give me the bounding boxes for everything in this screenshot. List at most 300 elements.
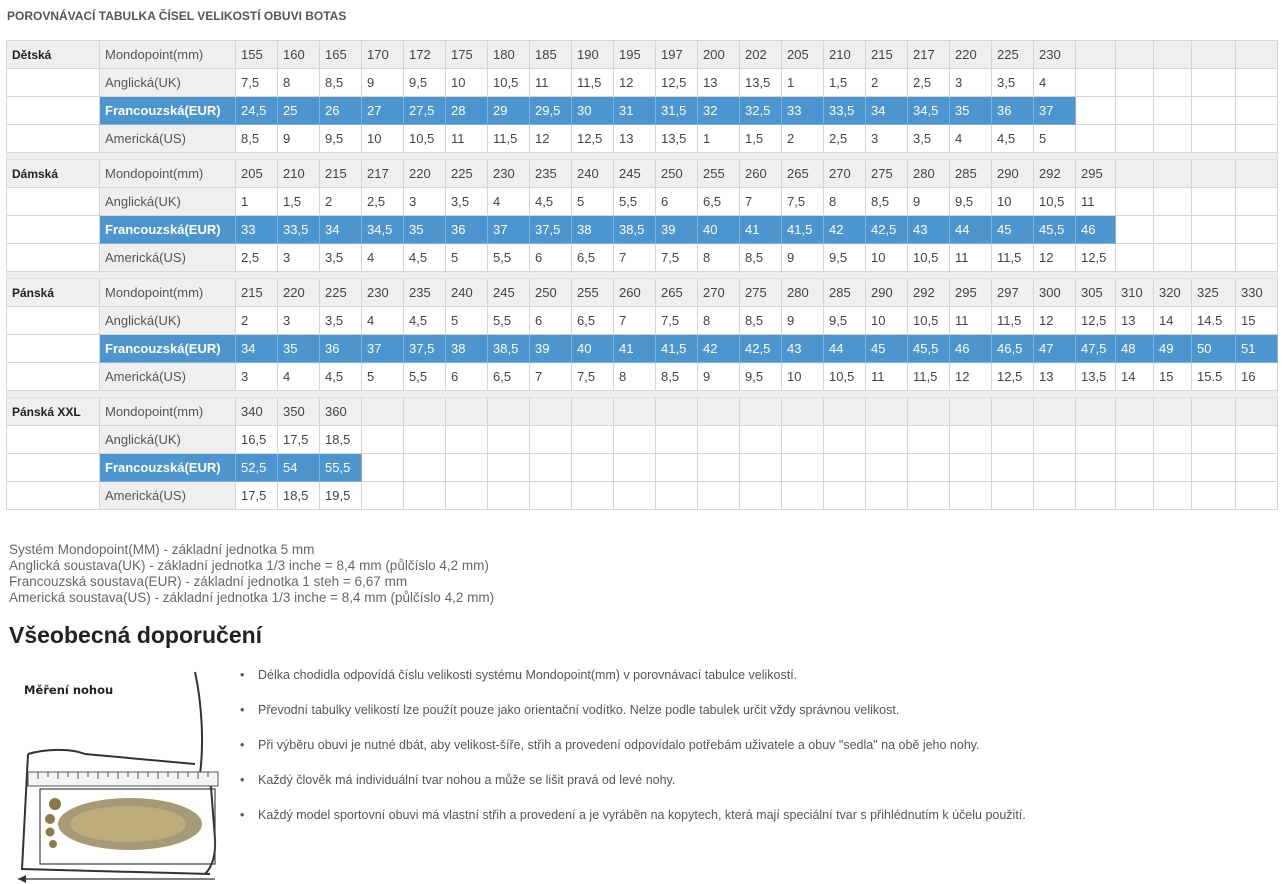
size-cell: 230 — [1034, 41, 1076, 69]
size-cell — [698, 398, 740, 426]
size-cell — [1116, 188, 1154, 216]
size-cell: 52,5 — [236, 454, 278, 482]
size-cell — [992, 426, 1034, 454]
category-cell — [7, 307, 100, 335]
size-cell: 11,5 — [992, 307, 1034, 335]
size-cell: 245 — [488, 279, 530, 307]
size-cell: 15 — [1236, 307, 1278, 335]
size-cell — [1236, 69, 1278, 97]
size-cell — [656, 482, 698, 510]
size-cell — [1076, 454, 1116, 482]
size-cell — [1192, 454, 1236, 482]
table-row-uk — [7, 307, 1278, 335]
size-cell: 230 — [362, 279, 404, 307]
size-cell: 5 — [446, 244, 488, 272]
size-cell — [866, 426, 908, 454]
size-cell: 46,5 — [992, 335, 1034, 363]
size-cell: 37 — [1034, 97, 1076, 125]
row-label: Francouzská(EUR) — [100, 335, 236, 363]
row-label: Francouzská(EUR) — [100, 216, 236, 244]
size-cell: 8 — [824, 188, 866, 216]
size-cell: 41 — [740, 216, 782, 244]
size-cell: 8 — [278, 69, 320, 97]
size-cell: 9,5 — [824, 244, 866, 272]
size-cell — [446, 482, 488, 510]
size-cell: 8,5 — [656, 363, 698, 391]
size-cell: 14 — [1154, 307, 1192, 335]
note-uk: Anglická soustava(UK) - základní jednotka 1/3 inche = 8,4 mm (půlčíslo 4,2 mm) — [9, 558, 489, 573]
size-cell: 2 — [236, 307, 278, 335]
list-item: • Při výběru obuvi je nutné dbát, aby velikost-šíře, střih a provedení odpovídalo potřebám uživatele a obuv "sedla" na obě jeho nohy. — [238, 738, 1026, 773]
size-cell — [866, 398, 908, 426]
size-cell: 9,5 — [740, 363, 782, 391]
size-cell: 41,5 — [782, 216, 824, 244]
size-cell — [446, 398, 488, 426]
size-cell: 9 — [698, 363, 740, 391]
size-cell — [1154, 188, 1192, 216]
row-label: Anglická(UK) — [100, 426, 236, 454]
size-cell — [614, 426, 656, 454]
size-cell: 47,5 — [1076, 335, 1116, 363]
size-cell: 5,5 — [404, 363, 446, 391]
size-cell: 40 — [572, 335, 614, 363]
size-cell — [1154, 454, 1192, 482]
size-cell: 29 — [488, 97, 530, 125]
size-cell: 11 — [446, 125, 488, 153]
size-cell — [1116, 216, 1154, 244]
size-cell — [992, 454, 1034, 482]
row-label: Mondopoint(mm) — [100, 279, 236, 307]
size-cell: 39 — [530, 335, 572, 363]
recommendations-list — [238, 668, 1026, 843]
size-cell: 6 — [530, 244, 572, 272]
size-cell: 2,5 — [362, 188, 404, 216]
size-cell: 46 — [1076, 216, 1116, 244]
size-cell: 50 — [1192, 335, 1236, 363]
size-cell: 13 — [1034, 363, 1076, 391]
size-cell: 2 — [320, 188, 362, 216]
size-cell — [488, 398, 530, 426]
size-cell: 5 — [1034, 125, 1076, 153]
size-cell — [698, 454, 740, 482]
size-cell: 14 — [1116, 363, 1154, 391]
size-cell: 41 — [614, 335, 656, 363]
size-cell — [1236, 160, 1278, 188]
size-cell: 292 — [908, 279, 950, 307]
size-cell: 8 — [698, 244, 740, 272]
size-cell: 9 — [782, 244, 824, 272]
size-cell: 10 — [866, 244, 908, 272]
size-cell — [1076, 398, 1116, 426]
size-cell — [1034, 454, 1076, 482]
size-cell: 34 — [236, 335, 278, 363]
size-cell — [572, 398, 614, 426]
size-cell: 255 — [698, 160, 740, 188]
size-cell — [572, 426, 614, 454]
size-cell — [1192, 426, 1236, 454]
size-cell: 4,5 — [404, 307, 446, 335]
size-cell: 4,5 — [530, 188, 572, 216]
size-cell: 42,5 — [740, 335, 782, 363]
size-cell: 265 — [656, 279, 698, 307]
size-cell: 11,5 — [572, 69, 614, 97]
size-cell — [404, 398, 446, 426]
size-cell: 2 — [866, 69, 908, 97]
size-cell: 49 — [1154, 335, 1192, 363]
size-cell: 1,5 — [740, 125, 782, 153]
size-cell: 17,5 — [236, 482, 278, 510]
size-cell: 3 — [236, 363, 278, 391]
table-row-mondopoint — [7, 279, 1278, 307]
size-cell: 45 — [992, 216, 1034, 244]
size-cell: 16,5 — [236, 426, 278, 454]
size-cell: 10,5 — [908, 307, 950, 335]
size-cell — [1236, 97, 1278, 125]
size-cell: 280 — [908, 160, 950, 188]
size-cell: 4,5 — [404, 244, 446, 272]
size-cell: 43 — [782, 335, 824, 363]
size-cell — [1236, 41, 1278, 69]
table-row-eur — [7, 216, 1278, 244]
category-cell: Dětská — [7, 41, 100, 69]
size-cell: 7 — [740, 188, 782, 216]
table-row-uk — [7, 188, 1278, 216]
size-cell: 5,5 — [488, 244, 530, 272]
size-cell: 205 — [782, 41, 824, 69]
size-cell: 38 — [446, 335, 488, 363]
size-cell: 6 — [446, 363, 488, 391]
size-cell: 13,5 — [740, 69, 782, 97]
table-row-us — [7, 244, 1278, 272]
size-cell: 47 — [1034, 335, 1076, 363]
size-cell: 30 — [572, 97, 614, 125]
size-cell: 280 — [782, 279, 824, 307]
size-cell: 5 — [446, 307, 488, 335]
size-cell: 255 — [572, 279, 614, 307]
size-cell: 10,5 — [824, 363, 866, 391]
size-cell — [824, 426, 866, 454]
size-cell: 8,5 — [320, 69, 362, 97]
size-cell: 265 — [782, 160, 824, 188]
size-cell: 1 — [782, 69, 824, 97]
size-cell: 202 — [740, 41, 782, 69]
category-cell: Dámská — [7, 160, 100, 188]
page-title: POROVNÁVACÍ TABULKA ČÍSEL VELIKOSTÍ OBUVI BOTAS — [7, 9, 347, 23]
size-cell: 3,5 — [992, 69, 1034, 97]
size-cell: 33 — [236, 216, 278, 244]
size-cell: 330 — [1236, 279, 1278, 307]
size-cell: 15 — [1154, 363, 1192, 391]
size-cell — [656, 454, 698, 482]
size-cell — [1154, 216, 1192, 244]
size-cell — [908, 482, 950, 510]
size-cell: 6,5 — [572, 244, 614, 272]
size-cell: 9,5 — [404, 69, 446, 97]
size-cell: 13 — [698, 69, 740, 97]
size-cell: 7 — [614, 244, 656, 272]
size-cell: 270 — [698, 279, 740, 307]
size-cell: 13 — [614, 125, 656, 153]
size-cell — [782, 398, 824, 426]
size-cell — [1236, 426, 1278, 454]
size-cell: 4,5 — [320, 363, 362, 391]
size-cell — [1192, 482, 1236, 510]
category-cell — [7, 335, 100, 363]
size-cell: 32 — [698, 97, 740, 125]
size-cell: 3,5 — [320, 244, 362, 272]
size-cell: 24,5 — [236, 97, 278, 125]
size-cell: 4 — [362, 244, 404, 272]
size-cell: 42 — [698, 335, 740, 363]
size-cell — [656, 426, 698, 454]
size-cell — [908, 398, 950, 426]
size-cell: 170 — [362, 41, 404, 69]
row-label: Anglická(UK) — [100, 307, 236, 335]
row-label: Americká(US) — [100, 244, 236, 272]
illustration-label: Měření nohou — [24, 683, 114, 697]
table-row-eur — [7, 454, 1278, 482]
size-cell: 3 — [278, 244, 320, 272]
size-cell — [866, 454, 908, 482]
size-cell: 225 — [992, 41, 1034, 69]
size-cell — [1116, 426, 1154, 454]
size-cell: 250 — [656, 160, 698, 188]
size-cell: 225 — [320, 279, 362, 307]
size-cell — [1236, 244, 1278, 272]
size-cell: 210 — [278, 160, 320, 188]
size-cell — [1076, 125, 1116, 153]
size-cell: 6,5 — [488, 363, 530, 391]
size-cell: 325 — [1192, 279, 1236, 307]
size-cell: 1 — [698, 125, 740, 153]
size-cell — [1236, 454, 1278, 482]
size-cell: 215 — [866, 41, 908, 69]
size-cell: 7,5 — [236, 69, 278, 97]
size-cell: 220 — [950, 41, 992, 69]
size-cell: 6,5 — [698, 188, 740, 216]
size-cell — [1192, 244, 1236, 272]
size-cell: 310 — [1116, 279, 1154, 307]
note-eur: Francouzská soustava(EUR) - základní jednotka 1 steh = 6,67 mm — [9, 574, 408, 589]
size-cell: 4 — [1034, 69, 1076, 97]
size-cell — [1236, 188, 1278, 216]
size-cell: 230 — [488, 160, 530, 188]
size-cell — [614, 454, 656, 482]
size-cell: 285 — [824, 279, 866, 307]
size-cell: 180 — [488, 41, 530, 69]
size-cell: 51 — [1236, 335, 1278, 363]
size-cell — [782, 454, 824, 482]
size-cell — [824, 482, 866, 510]
size-cell: 2,5 — [236, 244, 278, 272]
size-cell: 295 — [950, 279, 992, 307]
size-cell: 15.5 — [1192, 363, 1236, 391]
size-cell: 217 — [362, 160, 404, 188]
size-cell: 197 — [656, 41, 698, 69]
size-cell: 8,5 — [866, 188, 908, 216]
size-cell: 33,5 — [824, 97, 866, 125]
size-cell: 12,5 — [656, 69, 698, 97]
size-cell: 7,5 — [572, 363, 614, 391]
size-cell: 38,5 — [614, 216, 656, 244]
size-cell — [824, 454, 866, 482]
size-cell: 27,5 — [404, 97, 446, 125]
table-row-us — [7, 125, 1278, 153]
size-cell — [404, 482, 446, 510]
size-cell: 155 — [236, 41, 278, 69]
size-cell: 41,5 — [656, 335, 698, 363]
size-cell: 225 — [446, 160, 488, 188]
size-cell: 29,5 — [530, 97, 572, 125]
table-row-mondopoint — [7, 41, 1278, 69]
size-cell: 55,5 — [320, 454, 362, 482]
size-cell: 37 — [362, 335, 404, 363]
size-cell: 36 — [992, 97, 1034, 125]
size-cell: 3 — [404, 188, 446, 216]
size-cell: 8 — [698, 307, 740, 335]
size-cell — [1034, 482, 1076, 510]
size-cell: 18,5 — [278, 482, 320, 510]
size-cell: 240 — [446, 279, 488, 307]
size-cell: 11,5 — [992, 244, 1034, 272]
row-label: Americká(US) — [100, 125, 236, 153]
size-cell: 5,5 — [488, 307, 530, 335]
size-cell: 8,5 — [236, 125, 278, 153]
recommendations-heading: Všeobecná doporučení — [9, 622, 263, 648]
size-cell — [740, 398, 782, 426]
size-cell: 9,5 — [320, 125, 362, 153]
section-separator — [7, 153, 1278, 160]
size-cell: 13 — [1116, 307, 1154, 335]
size-cell — [1154, 398, 1192, 426]
size-cell: 35 — [950, 97, 992, 125]
size-cell: 31 — [614, 97, 656, 125]
size-cell: 4 — [362, 307, 404, 335]
section-separator — [7, 391, 1278, 398]
size-cell: 195 — [614, 41, 656, 69]
size-cell — [698, 482, 740, 510]
table-row-eur — [7, 97, 1278, 125]
size-cell: 10 — [446, 69, 488, 97]
category-cell — [7, 482, 100, 510]
size-cell — [1154, 69, 1192, 97]
size-cell — [1116, 69, 1154, 97]
size-cell — [782, 482, 824, 510]
size-cell: 210 — [824, 41, 866, 69]
size-cell: 18,5 — [320, 426, 362, 454]
size-cell: 4,5 — [992, 125, 1034, 153]
size-cell: 4 — [950, 125, 992, 153]
size-cell: 26 — [320, 97, 362, 125]
size-cell: 10,5 — [1034, 188, 1076, 216]
size-cell: 33 — [782, 97, 824, 125]
size-cell: 27 — [362, 97, 404, 125]
size-cell: 31,5 — [656, 97, 698, 125]
size-cell: 4 — [488, 188, 530, 216]
size-cell: 360 — [320, 398, 362, 426]
size-cell — [1116, 482, 1154, 510]
size-cell — [1116, 244, 1154, 272]
size-cell — [740, 482, 782, 510]
size-cell: 12,5 — [1076, 244, 1116, 272]
size-cell — [1192, 160, 1236, 188]
size-cell: 9 — [908, 188, 950, 216]
size-cell: 350 — [278, 398, 320, 426]
row-label: Mondopoint(mm) — [100, 160, 236, 188]
size-cell — [1192, 398, 1236, 426]
size-cell: 300 — [1034, 279, 1076, 307]
category-cell — [7, 363, 100, 391]
size-cell: 275 — [866, 160, 908, 188]
size-cell: 44 — [950, 216, 992, 244]
size-cell: 297 — [992, 279, 1034, 307]
size-cell — [446, 454, 488, 482]
size-cell: 3 — [866, 125, 908, 153]
size-cell: 7,5 — [656, 307, 698, 335]
size-cell: 235 — [530, 160, 572, 188]
size-cell — [530, 482, 572, 510]
size-cell: 11,5 — [488, 125, 530, 153]
category-cell — [7, 125, 100, 153]
category-cell: Pánská XXL — [7, 398, 100, 426]
size-cell: 37,5 — [404, 335, 446, 363]
category-cell — [7, 69, 100, 97]
size-cell — [1236, 216, 1278, 244]
size-cell: 16 — [1236, 363, 1278, 391]
size-cell — [362, 398, 404, 426]
size-cell: 340 — [236, 398, 278, 426]
size-cell: 305 — [1076, 279, 1116, 307]
size-cell: 260 — [740, 160, 782, 188]
size-cell — [1154, 160, 1192, 188]
size-cell — [1116, 160, 1154, 188]
row-label: Francouzská(EUR) — [100, 454, 236, 482]
size-cell — [404, 454, 446, 482]
row-label: Americká(US) — [100, 482, 236, 510]
size-cell: 34,5 — [362, 216, 404, 244]
size-cell: 5 — [572, 188, 614, 216]
size-cell: 7 — [614, 307, 656, 335]
size-cell: 8 — [614, 363, 656, 391]
size-cell: 10,5 — [404, 125, 446, 153]
size-cell: 12,5 — [1076, 307, 1116, 335]
size-cell: 3,5 — [320, 307, 362, 335]
size-cell — [530, 426, 572, 454]
row-label: Anglická(UK) — [100, 69, 236, 97]
list-item: • Převodní tabulky velikostí lze použít pouze jako orientační vodítko. Nelze podle tabulek určit vždy správnou velikost. — [238, 703, 1026, 738]
size-cell: 42 — [824, 216, 866, 244]
size-cell: 260 — [614, 279, 656, 307]
size-cell: 32,5 — [740, 97, 782, 125]
size-cell: 45 — [866, 335, 908, 363]
size-cell — [740, 426, 782, 454]
size-cell — [362, 482, 404, 510]
size-cell: 185 — [530, 41, 572, 69]
size-cell — [1116, 454, 1154, 482]
size-cell — [1192, 216, 1236, 244]
list-item: • Délka chodidla odpovídá číslu velikosti systému Mondopoint(mm) v porovnávací tabulce velikostí. — [238, 668, 1026, 703]
size-cell — [656, 398, 698, 426]
category-cell — [7, 216, 100, 244]
size-cell: 11,5 — [908, 363, 950, 391]
size-cell: 6 — [530, 307, 572, 335]
size-cell: 1,5 — [824, 69, 866, 97]
size-cell — [1034, 426, 1076, 454]
size-cell: 3 — [950, 69, 992, 97]
size-cell: 175 — [446, 41, 488, 69]
size-cell: 42,5 — [866, 216, 908, 244]
size-cell: 9 — [362, 69, 404, 97]
